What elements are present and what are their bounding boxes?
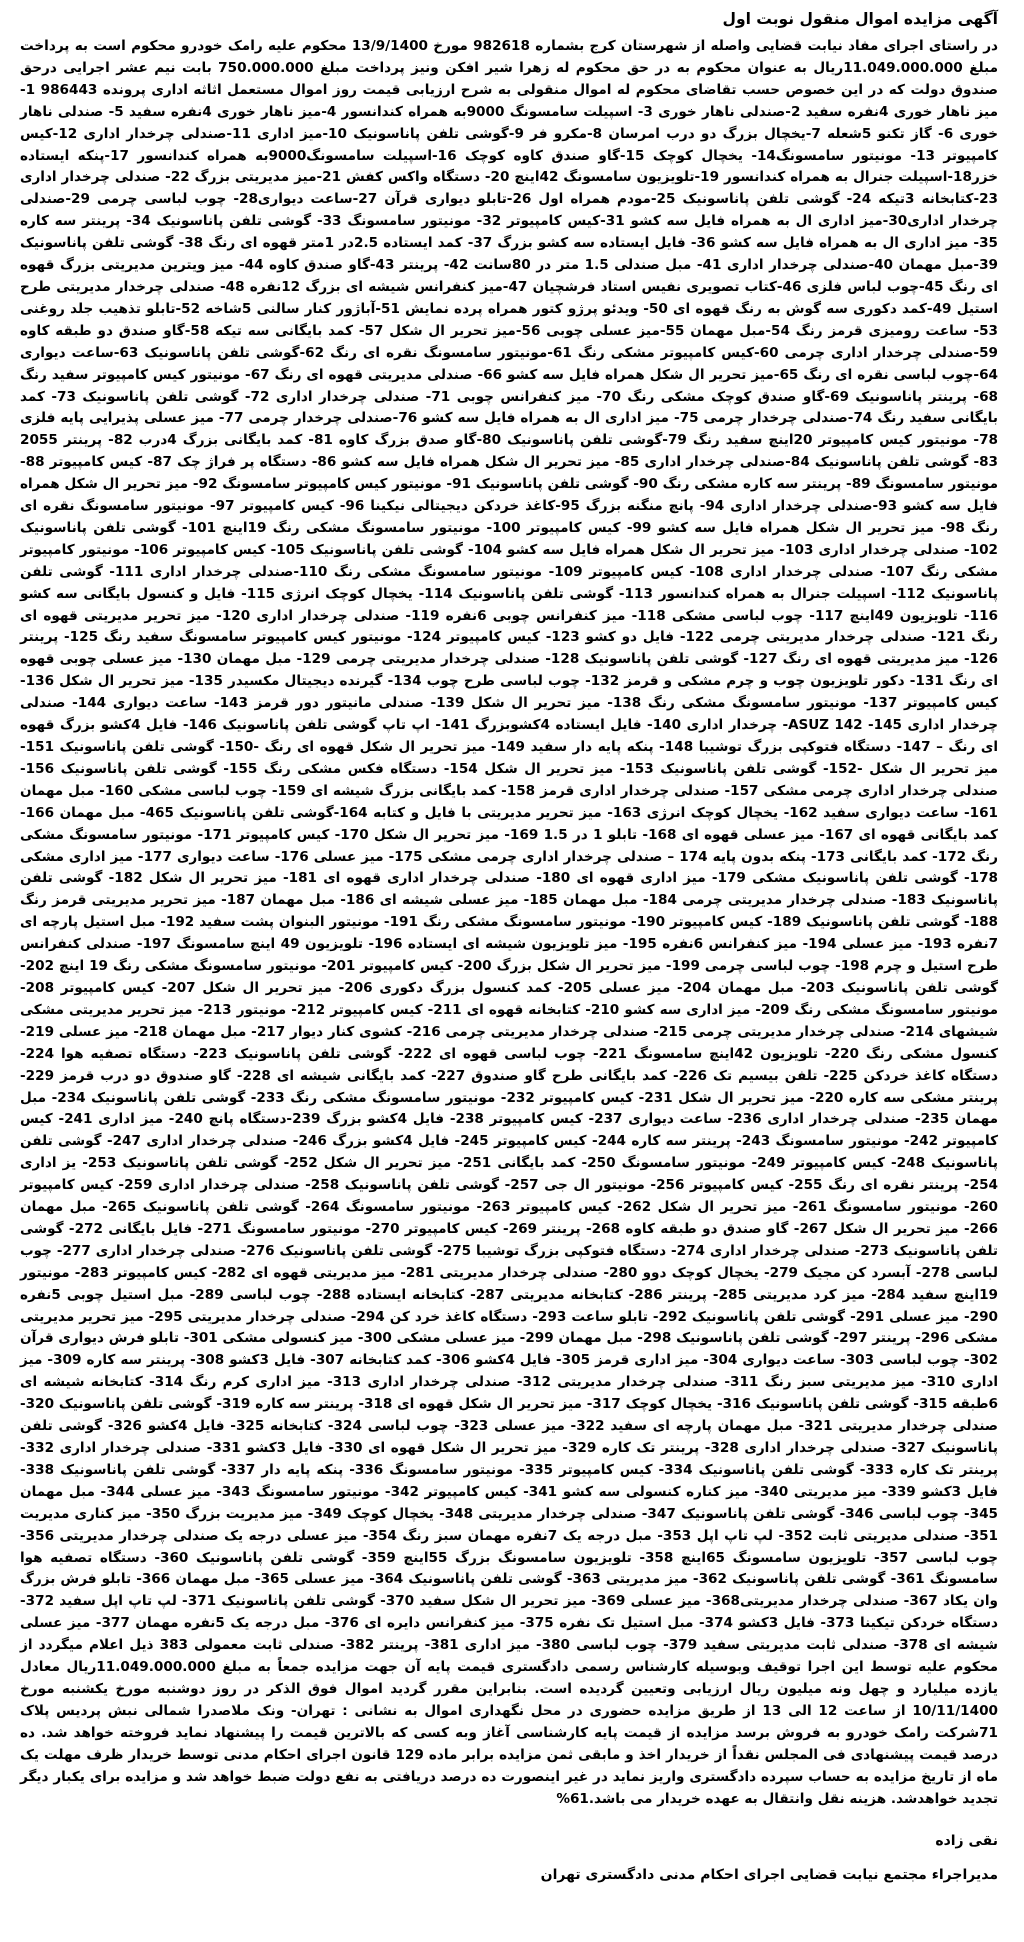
notice-body: در راستای اجرای مفاد نیابت قضایی واصله از شهرستان کرج بشماره 982618 مورخ 13/9/1400 محکوم علیه رامک خودرو محکوم است به پرداخت مبلغ 11.049.000.000ریال به عنوان محکوم به در حق محکوم له زهرا شیر افکن ونیز پرداخت مبلغ 750.000.000 بابت نیم عشر اجرایی درحق صندوق دولت که در این خصوص حسب تقاضای محکوم له اموال منقولی به شرح ارزیابی قیمت روز اموال مستعمل اثاثه اداری پرونده 986443 1- میز ناهار خوری 4نفره سفید 2-صندلی ناهار خوری 3- اسپیلت سامسونگ 9000به همراه کندانسور 4-میز ناهار خوری 4نفره سفید 5- صندلی ناهار خوری 6- گاز تکنو 5شعله 7-یخچال بزرگ دو درب امرسان 8-مکرو فر 9-گوشی تلفن پاناسونیک 10-میز اداری 11-صندلی چرخدار اداری 12-کیس کامپیوتر 13- مونیتور سامسونگ14- یخچال کوچک 15-گاو صندق کاوه کوچک 16-اسپیلت سامسونگ9000به همراه کندانسور 17-پنکه ایستاده خزر18-اسپیلت جنرال به همراه کندانسور 19-تلویزیون سامسونگ 42اینچ 20- دستگاه واکس کفش 21-میز مدیریتی بزرگ 22- صندلی چرخدار اداری 23-کتابخانه 3تیکه 24- گوشی تلفن پاناسونیک 25-مودم همراه اول 26-تابلو دیواری قرآن 27-ساعت دیواری28- چوب لباسی چرمی 29-صندلی چرخدار اداری30-میز اداری ال به همراه فایل سه کشو 31-کیس کامپیوتر 32- مونیتور سامسونگ 33- گوشی تلفن پاناسونیک 34- پرینتر سه کاره 35- میز اداری ال به همراه فایل سه کشو 36- فایل ایستاده سه کشو بزرگ 37- کمد ایستاده 2.5در 1متر قهوه ای رنگ 38- گوشی تلفن پاناسونیک 39-مبل مهمان 40-صندلی چرخدار اداری 41- مبل صندلی 1.5 متر در 80سانت 42- پرینتر 43-گاو صندق کاوه 44- میز ویترین مدیریتی بزرگ قهوه ای رنگ 45-چوب لباس فلزی 46-کتاب تصویری نفیس استاد فرشچیان 47-میز کنفرانس شیشه ای بزرگ 12نفره 48- صندلی چرخدار مدیریتی طرح استیل 49-کمد دکوری سه گوش به رنگ قهوه ای 50- ویدئو پرژو کتور همراه پرده نمایش 51-آباژور کنار سالنی 5شاخه 52-تابلو تذهیب جلد روغنی 53- ساعت رومیزی قرمز رنگ 54-مبل مهمان 55-میز عسلی چوبی 56-میز تحریر ال شکل 57- کمد بایگانی سه تیکه 58-گاو صندق دو طبقه کاوه 59-صندلی چرخدار اداری چرمی 60-کیس کامپیوتر مشکی رنگ 61-مونیتور سامسونگ نقره ای رنگ 62-گوشی تلفن پاناسونیک 63-ساعت دیواری 64-چوب لباسی نقره ای رنگ 65-میز تحریر ال شکل همراه فایل سه کشو 66- صندلی مدیریتی قهوه ای رنگ 67- مونیتور کیس کامپیوتر سفید رنگ 68- پرینتر پاناسونیک 69-گاو صندق کوچک مشکی رنگ 70- میز کنفرانس چوبی 71- صندلی چرخدار اداری 72- گوشی تلفن پاناسونیک 73- کمد بایگانی سفید رنگ 74-صندلی چرخدار چرمی 75- میز اداری ال به همراه فایل سه کشو 76-صندلی چرخدار چرمی 77- میز عسلی پذیرایی پایه فلزی 78- مونیتور کیس کامپیوتر 20اینچ سفید رنگ 79-گوشی تلفن پاناسونیک 80-گاو صدق بزرگ کاوه 81- کمد بایگانی بزرگ 4درب 82- پرینتر 2055 83- گوشی تلفن پاناسونیک 84-صندلی چرخدار اداری 85- میز تحریر ال شکل همراه فایل سه کشو 86- دستگاه پر فراژ چک 87- کیس کامپیوتر 88- مونیتور سامسونگ 89- پرینتر سه کاره مشکی رنگ 90- گوشی تلفن پاناسونیک 91- مونیتور کیس کامپیوتر سامسونگ 92- میز تحریر ال شکل همراه فایل سه کشو 93-صندلی چرخدار اداری 94- پانچ منگنه بزرگ 95-کاغذ خردکن دیجیتالی نیکینا 96- کیس کامپیوتر 97- مونیتور سامسونگ نقره ای رنگ 98- میز تحریر ال شکل همراه فایل سه کشو 99- کیس کامپیوتر 100- مونیتور سامسونگ مشکی رنگ 19اینچ 101- گوشی تلفن پاناسونیک 102- صندلی چرخدار اداری 103- میز تحریر ال شکل همراه فایل سه کشو 104- گوشی تلفن پاناسونیک 105- کیس کامپیوتر 106- مونیتور کامپیوتر مشکی رنگ 107- صندلی چرخدار اداری 108- کیس کامپیوتر 109- مونیتور سامسونگ مشکی رنگ 110-صندلی چرخدار اداری 111- گوشی تلفن پاناسونیک 112- اسپیلت جنرال به همراه کندانسور 113- گوشی تلفن پاناسونیک 114- یخچال کوچک انرژی 115- فایل و کنسول بایگانی سه کشو 116- تلویزیون 49اینچ 117- چوب لباسی مشکی 118- میز کنفرانس چوبی 6نفره 119- صندلی چرخدار اداری 120- میز تحریر مدیریتی قهوه ای رنگ 121- صندلی چرخدار مدیریتی چرمی 122- فایل دو کشو 123- کیس کامپیوتر 124- مونیتور کیس کامپیوتر سامسونگ سفید رنگ 125- پرینتر 126- میز مدیریتی قهوه ای رنگ 127- گوشی تلفن پاناسونیک 128- صندلی چرخدار مدیریتی چرمی 129- مبل مهمان 130- میز عسلی چوبی قهوه ای رنگ 131- دکور تلویزیون چوب و چرم مشکی و قرمز 132- چوب لباسی طرح چوب 134- گیرنده دیجیتال مکسیدر 135- میز تحریر ال شکل 136- کیس کامپیوتر 137- مونیتور سامسونگ مشکی رنگ 138- میز تحریر ال شکل 139- صندلی مانیتور دور قرمز 143- ساعت دیواری 144- صندلی چرخدار اداری 145- ASUZ 142- چرخدار اداری 140- فایل ایستاده 4کشوبزرگ 141- اپ تاپ گوشی تلفن پاناسونیک 146- فایل 4کشو بزرگ قهوه ای رنگ – 147- دستگاه فتوکپی بزرگ توشیبا 148- پنکه پایه دار سفید 149- میز تحریر ال شکل قهوه ای رنگ -150- گوشی تلفن پاناسونیک 151- میز تحریر ال شکل -152- گوشی تلفن پاناسونیک 153- میز تحریر ال شکل 154- دستگاه فکس مشکی رنگ 155- گوشی تلفن پاناسونیک 156- صندلی چرخدار اداری چرمی مشکی 157- صندلی چرخدار اداری قرمز 158- کمد بایگانی بزرگ شیشه ای 159- چوب لباسی مشکی 160- مبل مهمان 161- ساعت دیواری سفید 162- یخچال کوچک انرژی 163- میز تحریر مدیریتی با فایل و کتابه 164-گوشی تلفن پاناسونیک 465- مبل مهمان 166- کمد بایگانی قهوه ای 167- میز عسلی قهوه ای 168- تابلو 1 در 1.5 169- میز تحریر ال شکل 170- کیس کامپیوتر 171- مونیتور سامسونگ مشکی رنگ 172- کمد بایگانی 173- پنکه بدون پایه 174 – صندلی چرخدار اداری چرمی مشکی 175- میز عسلی 176- ساعت دیواری 177- میز اداری مشکی 178- گوشی تلفن پاناسونیک مشکی 179- میز اداری قهوه ای 180- صندلی چرخدار اداری قهوه ای 181- میز تحریر ال شکل 182- گوشی تلفن پاناسونیک 183- صندلی چرخدار مدیریتی چرمی 184- مبل مهمان 185- میز عسلی شیشه ای 186- مبل مهمان 187- میز تحریر مدیریتی قرمز رنگ 188- گوشی تلفن پاناسونیک 189- کیس کامپیوتر 190- مونیتور سامسونگ مشکی رنگ 191- مونیتور البنوان پشت سفید 192- مبل استیل پارچه ای 7نفره 193- میز عسلی 194- میز کنفرانس 6نفره 195- میز تلویزیون شیشه ای ایستاده 196- تلویزیون 49 اینچ سامسونگ 197- صندلی کنفرانس طرح استیل و چرم 198- چوب لباسی چرمی 199- میز تحریر ال شکل بزرگ 200- کیس کامپیوتر 201- مونیتور سامسونگ مشکی رنگ 19 اینچ 202- گوشی تلفن پاناسونیک 203- مبل مهمان 204- میز عسلی 205- کمد کنسول بزرگ دکوری 206- میز تحریر ال شکل 207- کیس کامپیوتر 208- مونیتور سامسونگ مشکی رنگ 209- میز اداری سه کشو 210- کتابخانه قهوه ای 211- کیس کامپیوتر 212- مونیتور 213- میز تحریر مدیریتی مشکی شیشهای 214- صندلی چرخدار مدیریتی چرمی 215- صندلی چرخدار مدیریتی چرمی 216- کشوی کنار دیوار 217- مبل مهمان 218- میز عسلی 219- کنسول مشکی رنگ 220- تلویزیون 42اینچ سامسونگ 221- چوب لباسی قهوه ای 222- گوشی تلفن پاناسونیک 223- دستگاه تصفیه هوا 224- دستگاه کاغذ خردکن 225- تلفن بیسیم تک 226- کمد بایگانی طرح گاو صندوق 227- کمد بایگانی شیشه ای 228- گاو صندوق دو درب قرمز 229- پرینتر مشکی سه کاره 220- میز تحریر ال شکل 231- کیس کامپیوتر 232- مونیتور سامسونگ مشکی رنگ 233- گوشی تلفن پاناسونیک 234- مبل مهمان 235- صندلی چرخدار اداری 236- ساعت دیواری 237- کیس کامپیوتر 238- فایل 4کشو بزرگ 239-دستگاه پانچ 240- میز اداری 241- کیس کامپیوتر 242- مونیتور سامسونگ 243- پرینتر سه کاره 244- کیس کامپیوتر 245- فایل 4کشو بزرگ 246- صندلی چرخدار اداری 247- گوشی تلفن پاناسونیک 248- کیس کامپیوتر 249- مونیتور سامسونگ 250- کمد بایگانی 251- میز تحریر ال شکل 252- گوشی تلفن پاناسونیک 253- یز اداری 254- پرینتر نقره ای رنگ 255- کیس کامپیوتر 256- مونیتور ال جی 257- گوشی تلفن پاناسونیک 258- صندلی چرخدار اداری 259- کیس کامپیوتر 260- مونیتور سامسونگ 261- میز تحریر ال شکل 262- کیس کامپیوتر 263- مونیتور سامسونگ 264- گوشی تلفن پاناسونیک 265- مبل مهمان 266- میز تحریر ال شکل 267- گاو صندق دو طبقه کاوه 268- پرینتر 269- کیس کامپیوتر 270- مونیتور سامسونگ 271- فایل بایگانی 272- گوشی تلفن پاناسونیک 273- صندلی چرخدار اداری 274- دستگاه فتوکپی بزرگ توشیبا 275- گوشی تلفن پاناسونیک 276- صندلی چرخدار اداری 277- چوب لباسی 278- آبسرد کن مجیک 279- یخچال کوچک دوو 280- صندلی چرخدار مدیریتی 281- میز مدیریتی قهوه ای 282- کیس کامپیوتر 283- مونیتور 19اینچ سفید 284- میز کرد مدیریتی 285- پرینتر 286- کتابخانه مدیریتی 287- کتابخانه ایستاده 288- چوب لباسی 289- مبل استیل چوبی 5نفره 290- میز عسلی 291- گوشی تلفن پاناسونیک 292- تابلو ساعت 293- دستگاه کاغذ خرد کن 294- صندلی چرخدار مدیریتی 295- میز تحریر مدیریتی مشکی 296- پرینتر 297- گوشی تلفن پاناسونیک 298- مبل مهمان 299- میز عسلی مشکی 300- میز کنسولی مشکی 301- تابلو فرش دیواری قرآن 302- چوب لباسی 303- ساعت دیواری 304- میز اداری قرمز 305- فایل 4کشو 306- کمد کتابخانه 307- فایل 3کشو 308- پرینتر سه کاره 309- میز اداری 310- میز مدیریتی سبز رنگ 311- صندلی چرخدار مدیریتی 312- صندلی چرخدار اداری 313- میز اداری کرم رنگ 314- کتابخانه شیشه ای 6طبقه 315- گوشی تلفن پاناسونیک 316- یخچال کوچک 317- میز تحریر ال شکل قهوه ای 318- پرینتر سه کاره 319- گوشی تلفن پاناسونیک 320- صندلی چرخدار مدیریتی 321- مبل مهمان پارچه ای سفید 322- میز عسلی 323- چوب لباسی 324- کتابخانه 325- فایل 4کشو 326- گوشی تلفن پاناسونیک 327- صندلی چرخدار اداری 328- پرینتر تک کاره 329- میز تحریر ال شکل قهوه ای 330- فایل 3کشو 331- صندلی چرخدار اداری 332- پرینتر تک کاره 333- گوشی تلفن پاناسونیک 334- کیس کامپیوتر 335- مونیتور سامسونگ 336- پنکه پایه دار 337- گوشی تلفن پاناسونیک 338- فایل 3کشو 339- میز مدیریتی 340- میز کناره کنسولی سه کشو 341- کیس کامپیوتر 342- مونیتور سامسونگ 343- میز عسلی 344- مبل مهمان 345- چوب لباسی 346- گوشی تلفن پاناسونیک 347- صندلی چرخدار مدیریتی 348- یخچال کوچک 349- میز مدیریت بزرگ 350- میز کناری مدیریت 351- صندلی مدیریتی ثابت 352- لپ تاپ اپل 353- مبل درجه یک 7نفره مهمان سبز رنگ 354- میز عسلی درجه یک صندلی چرخدار مدیریتی 356- چوب لباسی 357- تلویزیون سامسونگ 65اینچ 358- تلویزیون سامسونگ بزرگ 55اینچ 359- گوشی تلفن پاناسونیک 360- دستگاه تصفیه هوا سامسونگ 361- گوشی تلفن پاناسونیک 362- میز مدیریتی 363- گوشی تلفن پاناسونیک 364- میز عسلی 365- مبل مهمان 366- تابلو فرش بزرگ وان یکاد 367- صندلی چرخدار مدیریتی368- میز عسلی 369- میز تحریر ال شکل سفید 370- گوشی تلفن پاناسونیک 371- لپ تاپ اپل سفید 372- دستگاه خردکن تیکینا 373- فایل 3کشو 374- مبل استیل تک نفره 375- میز کنفرانس دایره ای 376- مبل درجه یک 5نفره مهمان 377- میز عسلی شیشه ای 378- صندلی ثابت مدیریتی سفید 379- چوب لباسی 380- میز اداری 381- پرینتر 382- صندلی ثابت معمولی 383 ذیل اعلام میگردد از محکوم علیه توسط این اجرا توقیف وبوسیله کارشناس رسمی دادگستری قیمت پایه آن جهت مزایده جمعاً به مبلغ 11.049.000.000ریال معادل یازده میلیارد و چهل ونه میلیون ریال ارزیابی وتعیین گردیده است. بنابراین مقرر گردید اموال فوق الذکر در روز دوشنبه مورخ یکشنبه مورخ 10/11/1400 از ساعت 12 الی 13 از طریق مزایده حضوری در محل نگهداری اموال به نشانی : تهران- ونک ملاصدرا شمالی نبش پردیس پلاک 71شرکت رامک خودرو به فروش برسد مزایده از قیمت پایه کارشناسی آغاز وبه کسی که بالاترین قیمت را پیشنهاد نماید فروخته خواهد شد. ده درصد قیمت پیشنهادی فی المجلس نقداً از خریدار اخذ و مابقی ثمن مزایده برابر ماده 129 قانون اجرای احکام مدنی توسط خریدار ظرف مهلت یک ماه از تاریخ مزایده به حساب سپرده دادگستری واریز نماید در غیر اینصورت ده درصد دریافتی به نفع دولت ضبط خواهد شد و مزایده برای یکبار دیگر تجدید خواهدشد. هزینه نقل وانتقال به عهده خریدار می باشد.61% bbox=[20, 38, 999, 1807]
signer-title: مدیراجراء مجتمع نیابت قضایی اجرای احکام مدنی دادگستری تهران bbox=[540, 1867, 998, 1884]
notice-title: آگهی مزایده اموال منقول نوبت اول bbox=[722, 10, 998, 28]
notice-footer bbox=[20, 1830, 998, 1886]
signer-name: نقی زاده bbox=[935, 1833, 998, 1850]
